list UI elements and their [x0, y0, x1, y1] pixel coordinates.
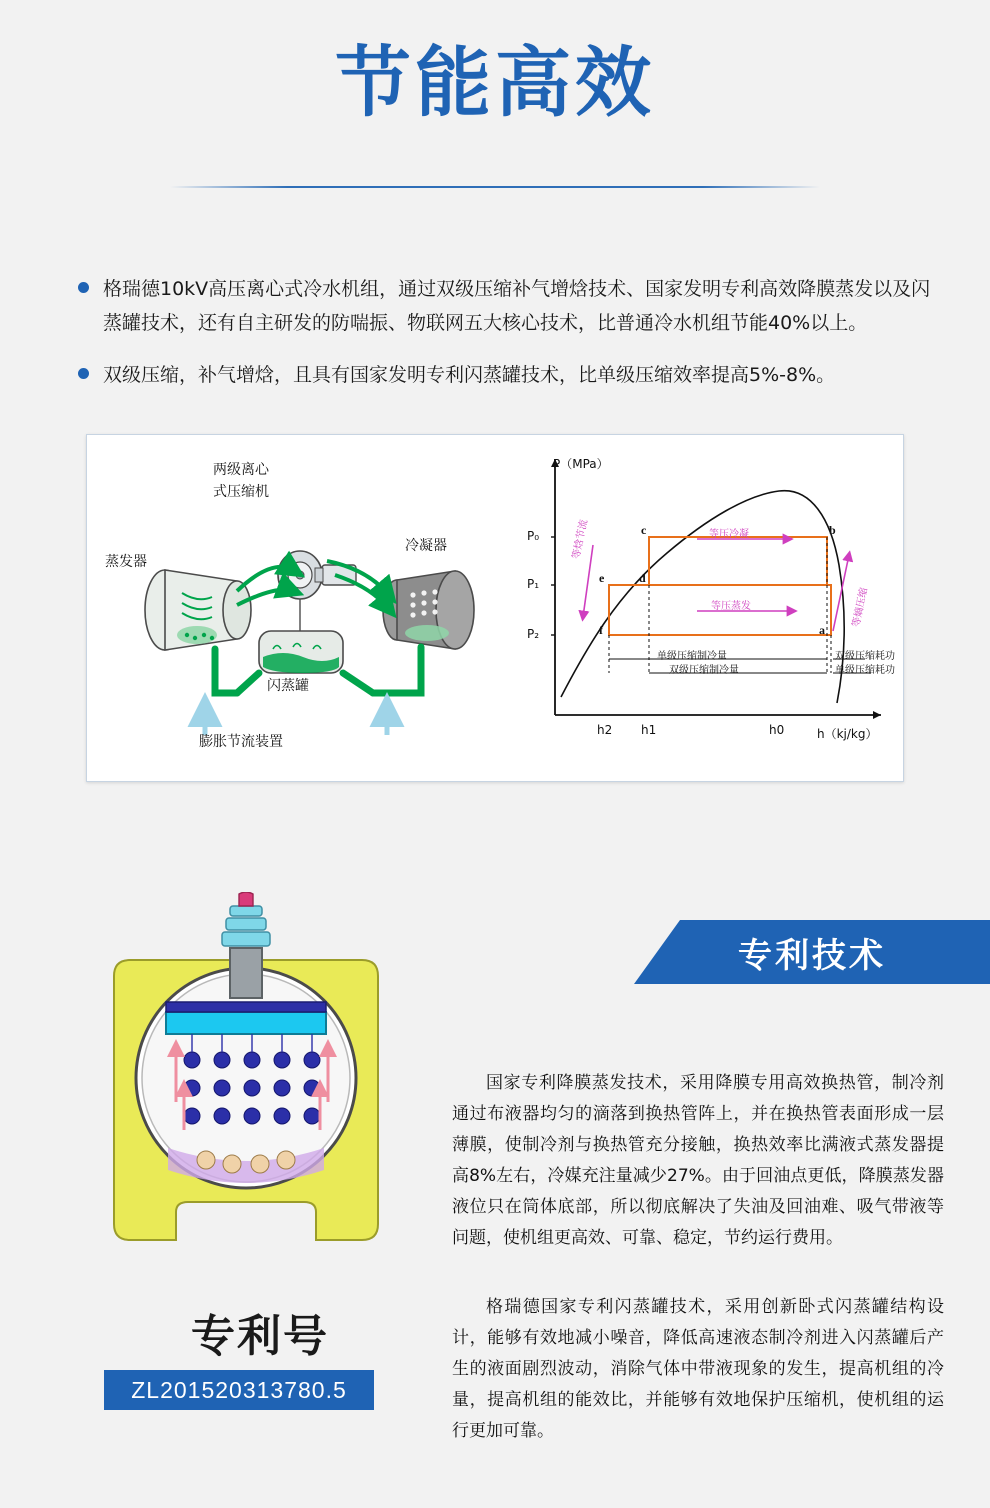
feature-bullet-list	[78, 272, 938, 410]
label-compressor-line2: 式压缩机	[213, 484, 269, 500]
xtick-h1: h1	[641, 723, 657, 737]
patent-number-badge: ZL201520313780.5	[104, 1370, 374, 1410]
process-label-condensation: 等压冷凝	[709, 529, 749, 540]
label-expansion-valve: 膨胀节流装置	[199, 734, 283, 750]
note-single-stage-power: 单级压缩耗功	[835, 665, 895, 676]
label-compressor-line1: 两级离心	[213, 462, 269, 478]
point-label-b: b	[829, 523, 836, 537]
list-item	[78, 358, 938, 392]
title-divider	[170, 186, 820, 188]
bullet-dot-icon	[78, 368, 89, 379]
ytick-p1: P₁	[527, 577, 540, 591]
patent-paragraph-falling-film: 国家专利降膜蒸发技术，采用降膜专用高效换热管，制冷剂通过布液器均匀的滴落到换热管阵上，并在换热管表面形成一层薄膜，使制冷剂与换热管充分接触，换热效率比满液式蒸发器提高8%左右，冷媒充注量减少27%。由于回油点更低，降膜蒸发器液位只在筒体底部，所以彻底解决了失油及回油难、吸气带液等问题，使机组更高效、可靠、稳定，节约运行费用。	[452, 1073, 944, 1248]
label-condenser: 冷凝器	[405, 538, 447, 554]
point-label-d: d	[639, 571, 646, 585]
point-label-f: f	[599, 623, 603, 637]
note-single-stage-capacity: 单级压缩制冷量	[657, 651, 727, 662]
system-schematic-svg	[87, 435, 497, 781]
patent-paragraph-flash-tank: 格瑞德国家专利闪蒸罐技术，采用创新卧式闪蒸罐结构设计，能够有效地减小噪音，降低高速液态制冷剂进入闪蒸罐后产生的液面剧烈波动，消除气体中带液现象的发生，提高机组的冷量，提高机组的能效比，并能够有效地保护压缩机，使机组的运行更加可靠。	[452, 1297, 944, 1441]
ytick-p0: P₀	[527, 529, 540, 543]
point-label-e: e	[599, 571, 605, 585]
page-title: 节能高效	[335, 38, 655, 127]
patent-number-label: 专利号	[191, 1311, 329, 1362]
note-two-stage-power: 双级压缩耗功	[835, 651, 895, 662]
chart-xlabel: h（kj/kg）	[817, 727, 878, 741]
patent-banner-title: 专利技术	[738, 935, 886, 976]
label-evaporator: 蒸发器	[105, 554, 147, 570]
point-label-a: a	[819, 623, 825, 637]
process-label-evaporation: 等压蒸发	[711, 601, 751, 612]
bullet-text: 格瑞德10kV高压离心式冷水机组，通过双级压缩补气增焓技术、国家发明专利高效降膜蒸发以及闪蒸罐技术，还有自主研发的防喘振、物联网五大核心技术，比普通冷水机组节能40%以上。	[103, 278, 931, 334]
ph-diagram-chart	[497, 435, 903, 781]
xtick-h0: h0	[769, 723, 785, 737]
note-two-stage-capacity: 双级压缩制冷量	[669, 665, 739, 676]
system-schematic	[87, 435, 497, 781]
bullet-dot-icon	[78, 282, 89, 293]
point-label-c: c	[641, 523, 647, 537]
label-flash-tank: 闪蒸罐	[267, 678, 309, 694]
bullet-text: 双级压缩，补气增焓，且具有国家发明专利闪蒸罐技术，比单级压缩效率提高5%-8%。	[103, 364, 836, 386]
list-item	[78, 272, 938, 340]
ytick-p2: P₂	[527, 627, 540, 641]
falling-film-evaporator-illustration	[96, 892, 396, 1284]
process-label-throttling: 等焓节流	[570, 518, 590, 561]
chart-ylabel: P（MPa）	[553, 457, 609, 471]
process-label-compression: 等熵压缩	[850, 586, 870, 629]
diagram-panel	[86, 434, 904, 782]
xtick-h2: h2	[597, 723, 613, 737]
